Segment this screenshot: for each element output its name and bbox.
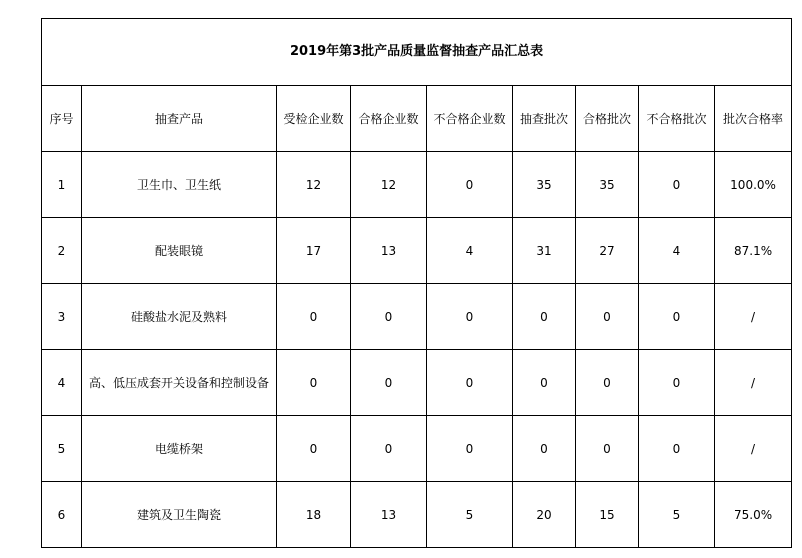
cell-inspected-enterprises: 0 <box>277 350 351 416</box>
cell-unqualified-enterprises: 5 <box>427 482 513 548</box>
cell-batch-pass-rate: 75.0% <box>715 482 792 548</box>
table-row <box>42 152 792 218</box>
cell-unqualified-batches: 0 <box>639 284 715 350</box>
cell-unqualified-enterprises: 0 <box>427 350 513 416</box>
table-row <box>42 350 792 416</box>
cell-inspected-enterprises: 0 <box>277 416 351 482</box>
cell-unqualified-batches: 0 <box>639 350 715 416</box>
cell-inspected-enterprises: 12 <box>277 152 351 218</box>
header-sampled-batches: 抽查批次 <box>513 86 576 152</box>
header-row <box>42 86 792 152</box>
cell-qualified-batches: 0 <box>576 350 639 416</box>
cell-qualified-batches: 35 <box>576 152 639 218</box>
cell-batch-pass-rate: 100.0% <box>715 152 792 218</box>
table-row <box>42 284 792 350</box>
cell-batch-pass-rate: / <box>715 284 792 350</box>
table-title: 2019年第3批产品质量监督抽查产品汇总表 <box>42 19 792 86</box>
cell-unqualified-enterprises: 4 <box>427 218 513 284</box>
cell-batch-pass-rate: / <box>715 350 792 416</box>
table-row <box>42 416 792 482</box>
cell-qualified-batches: 15 <box>576 482 639 548</box>
header-seq: 序号 <box>42 86 82 152</box>
cell-seq: 2 <box>42 218 82 284</box>
cell-qualified-enterprises: 0 <box>351 350 427 416</box>
cell-product: 配装眼镜 <box>82 218 277 284</box>
title-row <box>42 19 792 86</box>
cell-unqualified-enterprises: 0 <box>427 416 513 482</box>
header-batch-pass-rate: 批次合格率 <box>715 86 792 152</box>
header-unqualified-enterprises: 不合格企业数 <box>427 86 513 152</box>
cell-unqualified-batches: 4 <box>639 218 715 284</box>
cell-unqualified-enterprises: 0 <box>427 152 513 218</box>
cell-unqualified-batches: 5 <box>639 482 715 548</box>
cell-product: 高、低压成套开关设备和控制设备 <box>82 350 277 416</box>
cell-unqualified-enterprises: 0 <box>427 284 513 350</box>
cell-batch-pass-rate: 87.1% <box>715 218 792 284</box>
header-qualified-enterprises: 合格企业数 <box>351 86 427 152</box>
cell-inspected-enterprises: 17 <box>277 218 351 284</box>
cell-product: 硅酸盐水泥及熟料 <box>82 284 277 350</box>
cell-qualified-enterprises: 0 <box>351 284 427 350</box>
cell-seq: 1 <box>42 152 82 218</box>
cell-seq: 4 <box>42 350 82 416</box>
product-summary-table <box>41 18 792 548</box>
cell-sampled-batches: 35 <box>513 152 576 218</box>
cell-batch-pass-rate: / <box>715 416 792 482</box>
cell-product: 卫生巾、卫生纸 <box>82 152 277 218</box>
cell-qualified-enterprises: 13 <box>351 218 427 284</box>
header-qualified-batches: 合格批次 <box>576 86 639 152</box>
cell-sampled-batches: 0 <box>513 350 576 416</box>
cell-seq: 6 <box>42 482 82 548</box>
header-inspected-enterprises: 受检企业数 <box>277 86 351 152</box>
cell-unqualified-batches: 0 <box>639 152 715 218</box>
cell-sampled-batches: 0 <box>513 416 576 482</box>
cell-qualified-batches: 0 <box>576 416 639 482</box>
table-row <box>42 482 792 548</box>
cell-sampled-batches: 20 <box>513 482 576 548</box>
cell-qualified-batches: 0 <box>576 284 639 350</box>
cell-qualified-batches: 27 <box>576 218 639 284</box>
cell-seq: 5 <box>42 416 82 482</box>
cell-qualified-enterprises: 13 <box>351 482 427 548</box>
header-product: 抽查产品 <box>82 86 277 152</box>
table-row <box>42 218 792 284</box>
cell-unqualified-batches: 0 <box>639 416 715 482</box>
cell-sampled-batches: 31 <box>513 218 576 284</box>
cell-seq: 3 <box>42 284 82 350</box>
cell-qualified-enterprises: 12 <box>351 152 427 218</box>
cell-product: 电缆桥架 <box>82 416 277 482</box>
cell-sampled-batches: 0 <box>513 284 576 350</box>
header-unqualified-batches: 不合格批次 <box>639 86 715 152</box>
cell-qualified-enterprises: 0 <box>351 416 427 482</box>
cell-product: 建筑及卫生陶瓷 <box>82 482 277 548</box>
cell-inspected-enterprises: 18 <box>277 482 351 548</box>
cell-inspected-enterprises: 0 <box>277 284 351 350</box>
